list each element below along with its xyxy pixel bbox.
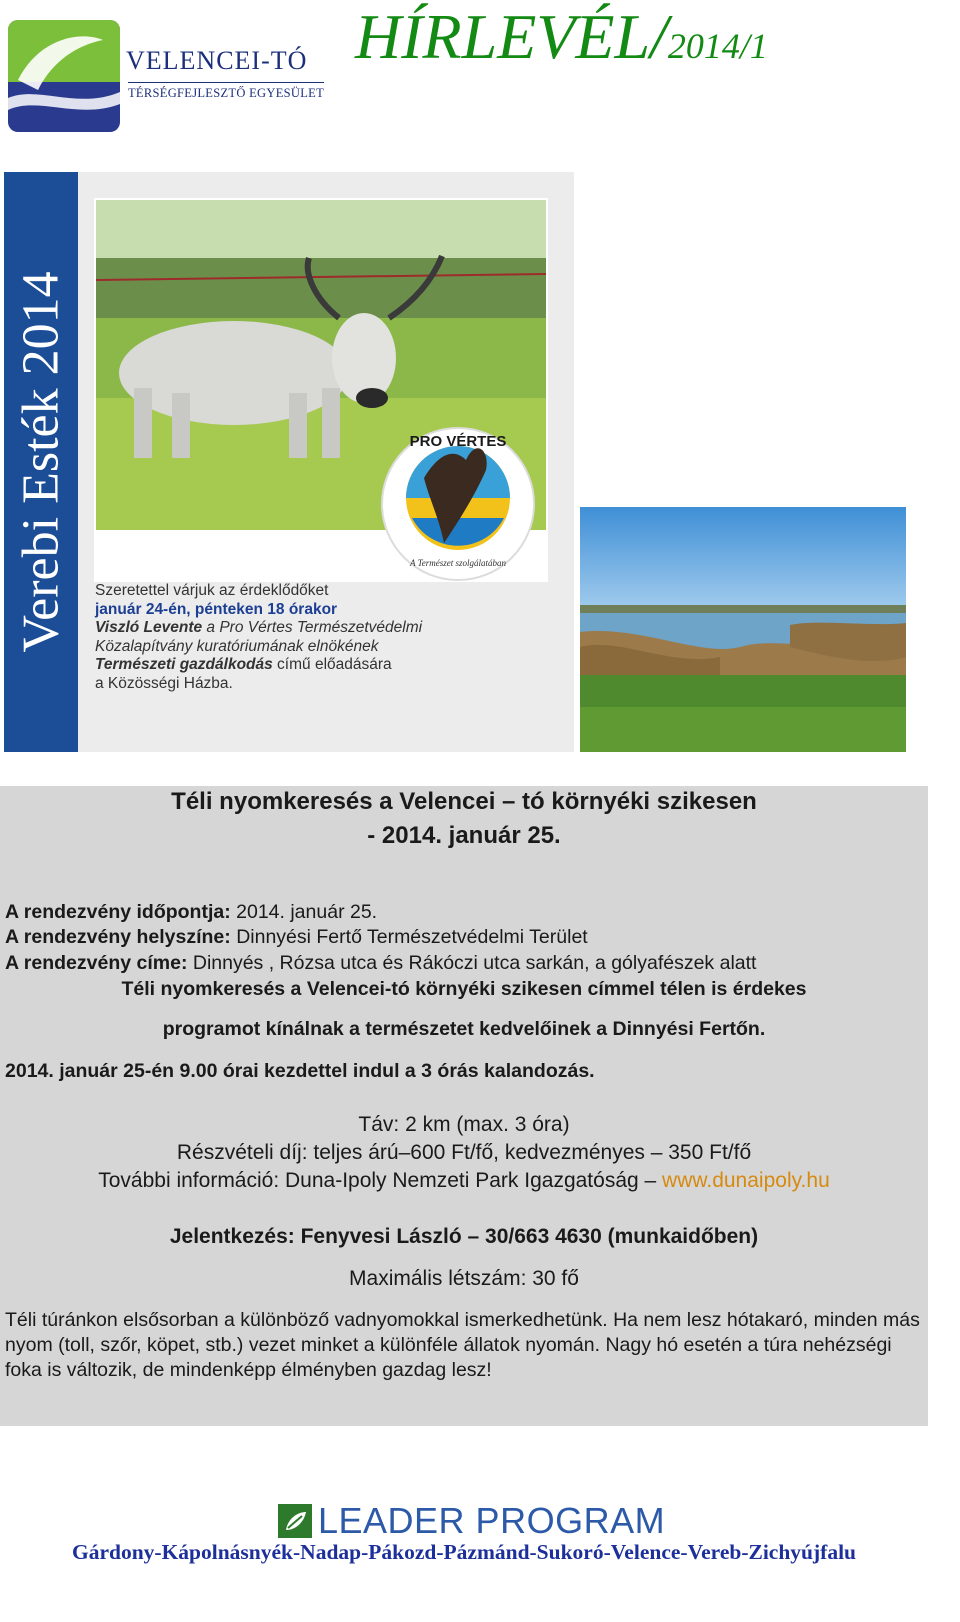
participation-fee: Részvételi díj: teljes árú–600 Ft/fő, kedvezményes – 350 Ft/fő	[176, 1141, 752, 1164]
leader-program-logo	[278, 1500, 666, 1542]
event-date-row	[5, 901, 377, 924]
verebi-estek-poster	[4, 172, 574, 752]
logo-subtitle: TÉRSÉGFEJLESZTŐ EGYESÜLET	[128, 82, 324, 101]
badge-motto: A Természet szolgálatában	[409, 558, 507, 568]
place-value: Dinnyési Fertő Természetvédelmi Terület	[230, 926, 588, 948]
poster-line-5	[95, 656, 422, 675]
poster-line-1: Szeretettel várjuk az érdeklődőket	[95, 582, 329, 599]
logo-emblem	[8, 20, 120, 132]
lecture-title: Természeti gazdálkodás	[95, 656, 273, 673]
poster-side-band	[4, 172, 78, 752]
date-label: A rendezvény időpontja:	[5, 901, 231, 923]
event-place-row	[5, 926, 588, 949]
village-list: Gárdony-Kápolnásnyék-Nadap-Pákozd-Pázmánd-Sukoró-Velence-Vereb-Zichyújfalu	[71, 1540, 856, 1564]
lecture-suffix: című előadására	[272, 656, 392, 673]
leader-leaf-icon	[278, 1504, 312, 1538]
grey-cattle-photo	[94, 198, 548, 582]
distance: Táv: 2 km (max. 3 óra)	[358, 1113, 570, 1136]
poster-line-2: január 24-én, pénteken 18 órakor	[95, 600, 338, 618]
event-info-box	[0, 786, 928, 1426]
poster-line-6: a Közösségi Házba.	[95, 674, 233, 692]
registration: Jelentkezés: Fenyvesi László – 30/663 4630 (munkaidőben)	[169, 1225, 759, 1248]
badge-text: PRO VÉRTES	[409, 433, 507, 450]
poster-vertical-title: Verebi Esték 2014	[12, 271, 70, 653]
leader-program-text: LEADER PROGRAM	[318, 1500, 666, 1541]
website-link[interactable]: www.dunaipoly.hu	[662, 1169, 830, 1192]
date-value: 2014. január 25.	[230, 901, 378, 923]
title-main: HÍRLEVÉL/	[355, 1, 668, 72]
poster-invitation	[95, 582, 422, 693]
max-participants: Maximális létszám: 30 fő	[349, 1267, 579, 1290]
velencei-to-logo	[8, 20, 325, 132]
start-time: 2014. január 25-én 9.00 órai kezdettel indul a 3 órás kalandozás.	[5, 1060, 595, 1082]
event-title-line-1: Téli nyomkeresés a Velencei – tó környéki szikesen	[171, 788, 757, 815]
poster-line-3	[95, 619, 422, 638]
speaker-org: a Pro Vértes Természetvédelmi	[202, 619, 423, 636]
intro-line-1: Téli nyomkeresés a Velencei-tó környéki szikesen címmel télen is érdekes	[121, 978, 807, 1000]
address-value: Dinnyés , Rózsa utca és Rákóczi utca sarkán, a gólyafészek alatt	[187, 952, 757, 974]
intro-line-2: programot kínálnak a természetet kedvelőinek a Dinnyési Fertőn.	[162, 1018, 766, 1040]
event-title-line-2: - 2014. január 25.	[367, 822, 561, 849]
speaker-role: Közalapítvány kuratóriumának elnökének	[95, 637, 379, 655]
newsletter-title	[355, 0, 768, 74]
address-label: A rendezvény címe:	[5, 952, 188, 974]
more-info-text: További információ: Duna-Ipoly Nemzeti Park Igazgatóság –	[98, 1169, 663, 1192]
lake-landscape-photo	[580, 507, 906, 752]
event-address-row	[5, 952, 756, 975]
description: Téli túránkon elsősorban a különböző vadnyomokkal ismerkedhetünk. Ha nem lesz hótakaró, minden más nyom (toll, szőr, köpet, stb.) vezet minket a különféle állatok nyomán. Nagy hó esetén a túra nehézségi foka is változik, de mindenképp élményben gazdag lesz!	[5, 1309, 920, 1381]
title-issue: 2014/1	[667, 26, 768, 66]
speaker-name: Viszló Levente	[95, 619, 203, 636]
poster-line-4	[95, 638, 422, 657]
logo-name: VELENCEI-TÓ	[126, 46, 308, 75]
more-info	[0, 1169, 928, 1193]
place-label: A rendezvény helyszíne:	[5, 926, 231, 948]
